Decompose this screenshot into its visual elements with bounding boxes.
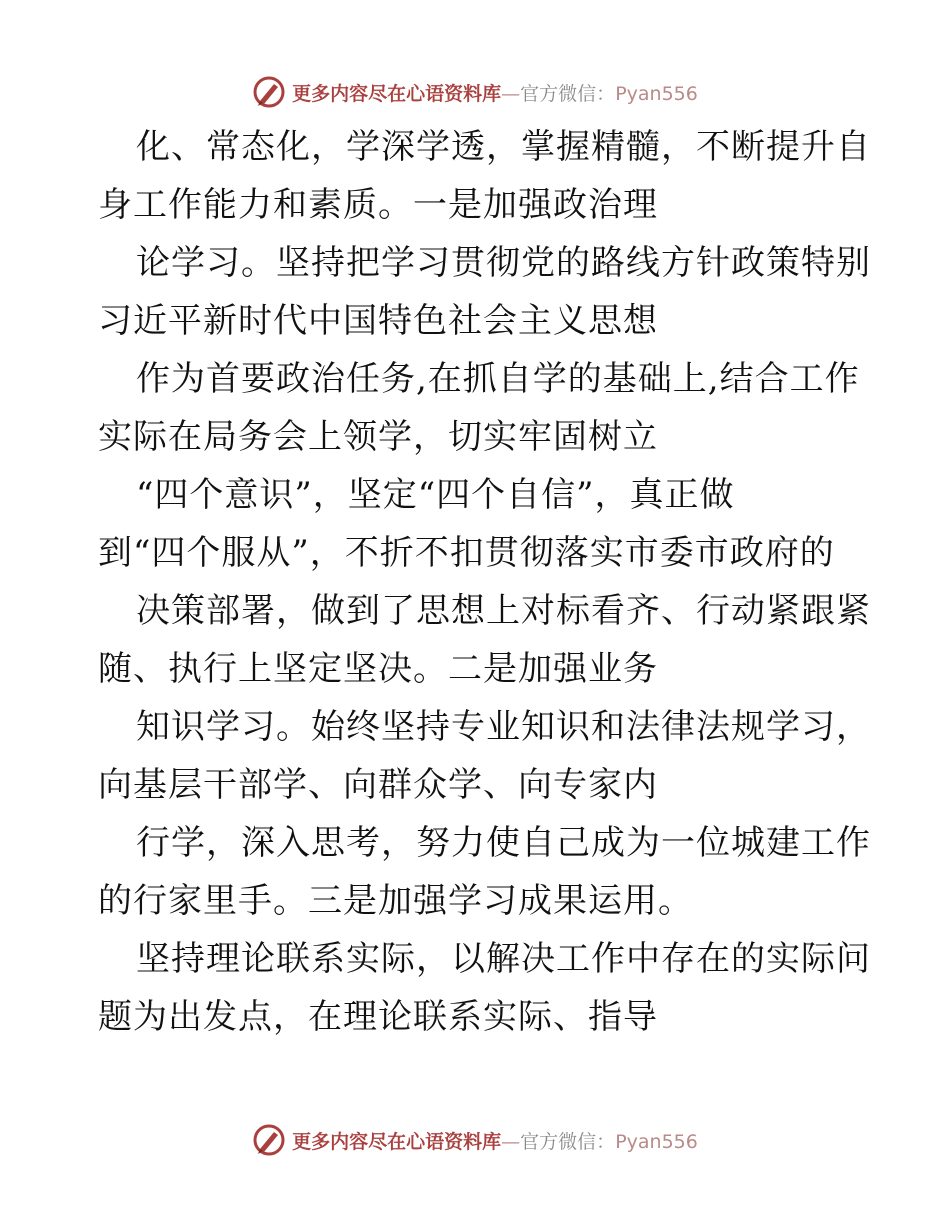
text-line: 知识学习。始终坚持专业知识和法律法规学习， [136,707,871,747]
watermark-text [292,1127,698,1154]
watermark-text [292,79,698,106]
text-line: 身工作能力和素质。一是加强政治理 [98,185,658,225]
text-line: 习近平新时代中国特色社会主义思想 [98,301,658,341]
text-line: 化、常态化，学深学透，掌握精髓，不断提升自 [136,127,871,167]
watermark-wechat-label: 官方微信： [520,82,616,105]
watermark-separator: — [501,82,521,105]
text-line: 题为出发点，在理论联系实际、指导 [98,997,658,1037]
pen-logo-icon [252,75,286,109]
text-line: 到“四个服从”，不折不扣贯彻落实市委市政府的 [98,533,835,573]
watermark-brand: 更多内容尽在心语资料库 [292,82,502,105]
text-line: 论学习。坚持把学习贯彻党的路线方针政策特别 [136,243,871,283]
text-line: 实际在局务会上领学，切实牢固树立 [98,417,658,457]
text-line: 坚持理论联系实际，以解决工作中存在的实际问 [136,939,871,979]
pen-logo-icon [252,1123,286,1157]
watermark-wechat-label: 官方微信： [520,1130,616,1153]
text-line: 向基层干部学、向群众学、向专家内 [98,765,658,805]
header-watermark [0,72,950,112]
watermark-wechat-id: Pyan556 [615,82,698,105]
footer-watermark [0,1120,950,1160]
text-line: “四个意识”，坚定“四个自信”，真正做 [136,475,735,515]
watermark-wechat-id: Pyan556 [615,1130,698,1153]
text-line: 决策部署，做到了思想上对标看齐、行动紧跟紧 [136,591,871,631]
watermark-brand: 更多内容尽在心语资料库 [292,1130,502,1153]
text-line: 的行家里手。三是加强学习成果运用。 [98,881,693,921]
text-line: 作为首要政治任务,在抓自学的基础上,结合工作 [136,359,860,399]
watermark-separator: — [501,1130,521,1153]
text-line: 行学，深入思考，努力使自己成为一位城建工作 [136,823,871,863]
text-line: 随、执行上坚定坚决。二是加强业务 [98,649,658,689]
